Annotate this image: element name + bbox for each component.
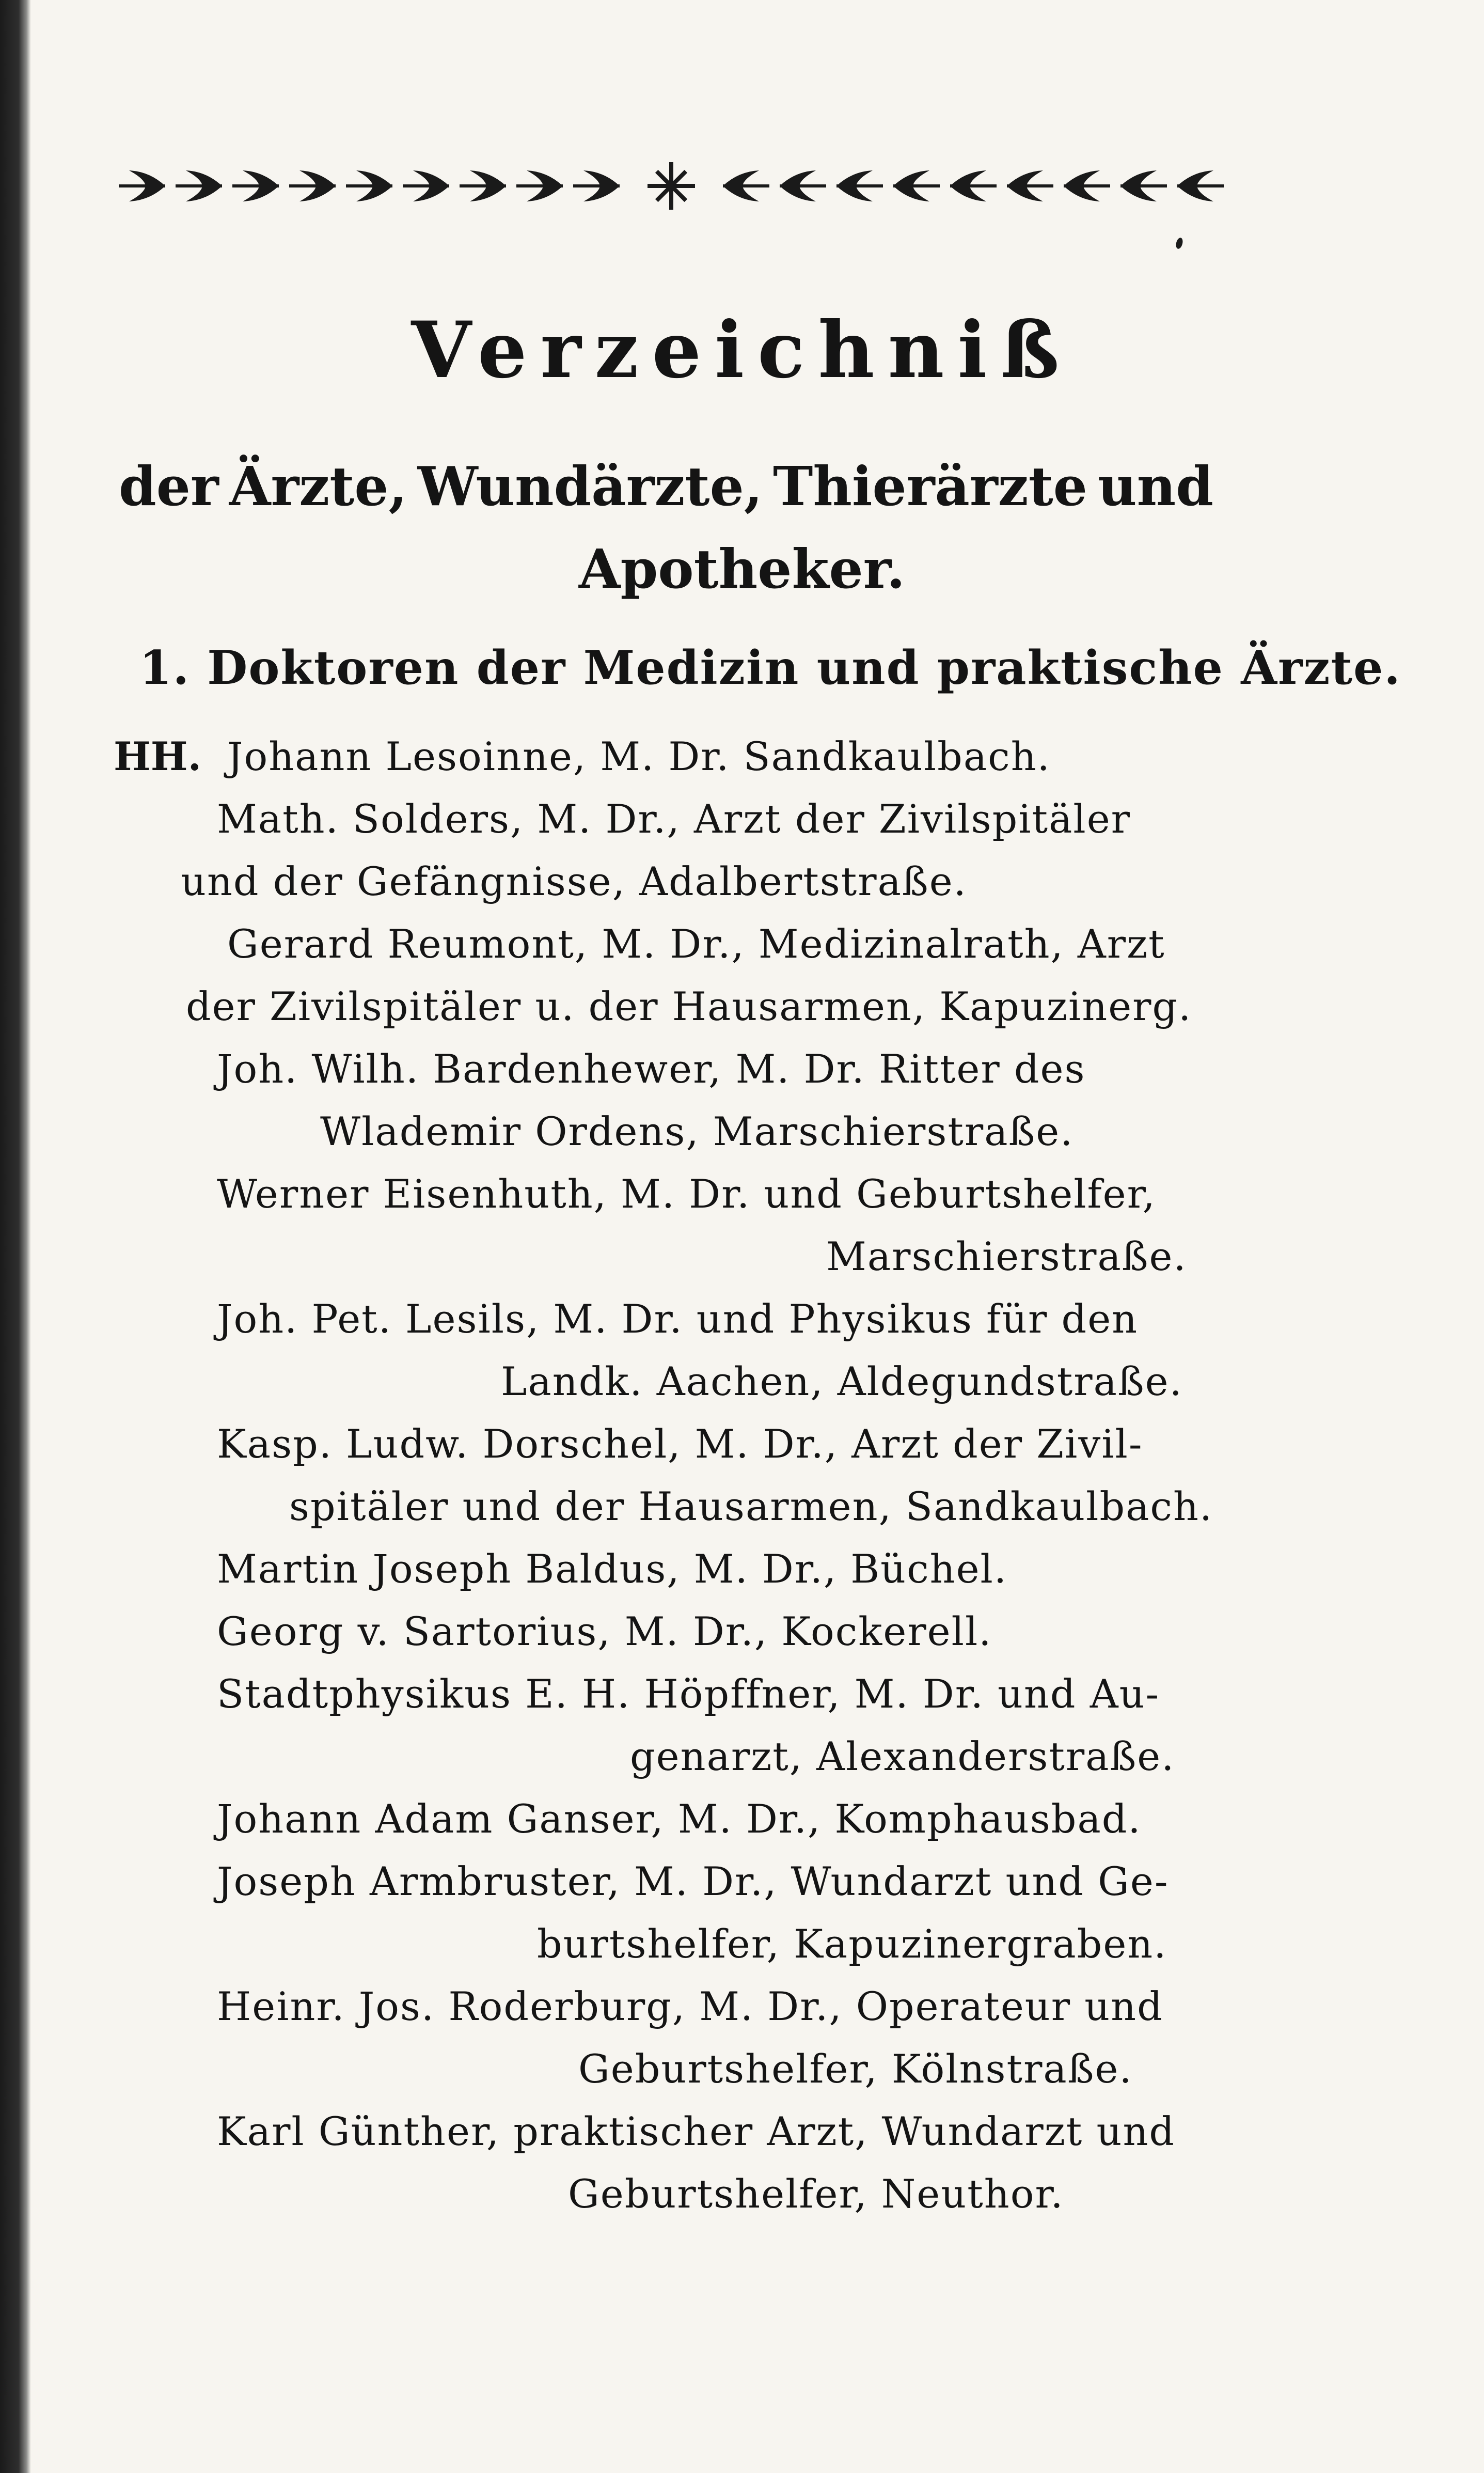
entry-continuation-line: und der Gefängnisse, Adalbertstraße.: [181, 858, 967, 904]
subtitle-word: Thierärzte: [773, 455, 1087, 518]
entry-first-line: Math. Solders, M. Dr., Arzt der Zivilspitäler: [217, 796, 1131, 842]
entry-first-line: Georg v. Sartorius, M. Dr., Kockerell.: [217, 1608, 992, 1654]
entry-continuation-line: Geburtshelfer, Kölnstraße.: [578, 2046, 1133, 2092]
entry-continuation-line: Landk. Aachen, Aldegundstraße.: [501, 1358, 1183, 1404]
subtitle-word: Wundärzte,: [417, 455, 763, 518]
entry-first-line: Joseph Armbruster, M. Dr., Wundarzt und Ge-: [217, 1858, 1169, 1904]
honorific-label: HH.: [114, 733, 202, 779]
entry-first-line: Heinr. Jos. Roderburg, M. Dr., Operateur und: [217, 1983, 1163, 2029]
section-heading: 1. Doktoren der Medizin und praktische Ärzte.: [139, 640, 1401, 695]
entry-continuation-line: spitäler und der Hausarmen, Sandkaulbach.: [289, 1483, 1213, 1529]
subtitle-word: Ärzte,: [229, 455, 407, 518]
ink-speck: [1175, 237, 1183, 249]
entry-continuation-line: der Zivilspitäler u. der Hausarmen, Kapuzinerg.: [186, 983, 1192, 1029]
entry-first-line: Stadtphysikus E. H. Höpffner, M. Dr. und Au-: [217, 1671, 1160, 1717]
entry-first-line: Karl Günther, praktischer Arzt, Wundarzt und: [217, 2108, 1176, 2154]
subtitle-line-1: [119, 455, 1213, 518]
entry-continuation-line: Geburtshelfer, Neuthor.: [568, 2171, 1064, 2217]
entry-first-line: Joh. Wilh. Bardenhewer, M. Dr. Ritter des: [217, 1046, 1086, 1092]
entry-first-line: Joh. Pet. Lesils, M. Dr. und Physikus für den: [217, 1296, 1139, 1342]
entry-first-line: Johann Lesoinne, M. Dr. Sandkaulbach.: [227, 733, 1051, 779]
entry-continuation-line: Wlademir Ordens, Marschierstraße.: [320, 1108, 1074, 1154]
subtitle-word: der: [119, 455, 219, 518]
entry-first-line: Johann Adam Ganser, M. Dr., Komphausbad.: [217, 1796, 1142, 1842]
entry-first-line: Gerard Reumont, M. Dr., Medizinalrath, Arzt: [227, 921, 1165, 967]
entry-first-line: Kasp. Ludw. Dorschel, M. Dr., Arzt der Zivil-: [217, 1421, 1143, 1467]
decorative-border-ornament: [114, 150, 1229, 222]
entry-continuation-line: genarzt, Alexanderstraße.: [630, 1733, 1175, 1779]
entry-continuation-line: burtshelfer, Kapuzinergraben.: [537, 1921, 1167, 1967]
entry-first-line: Martin Joseph Baldus, M. Dr., Büchel.: [217, 1546, 1008, 1592]
subtitle-line-2: Apotheker.: [578, 537, 906, 601]
page-title: Verzeichniß: [411, 305, 1073, 396]
subtitle-word: und: [1098, 455, 1213, 518]
entry-first-line: Werner Eisenhuth, M. Dr. und Geburtshelfer,: [217, 1171, 1156, 1217]
entry-continuation-line: Marschierstraße.: [826, 1233, 1187, 1279]
